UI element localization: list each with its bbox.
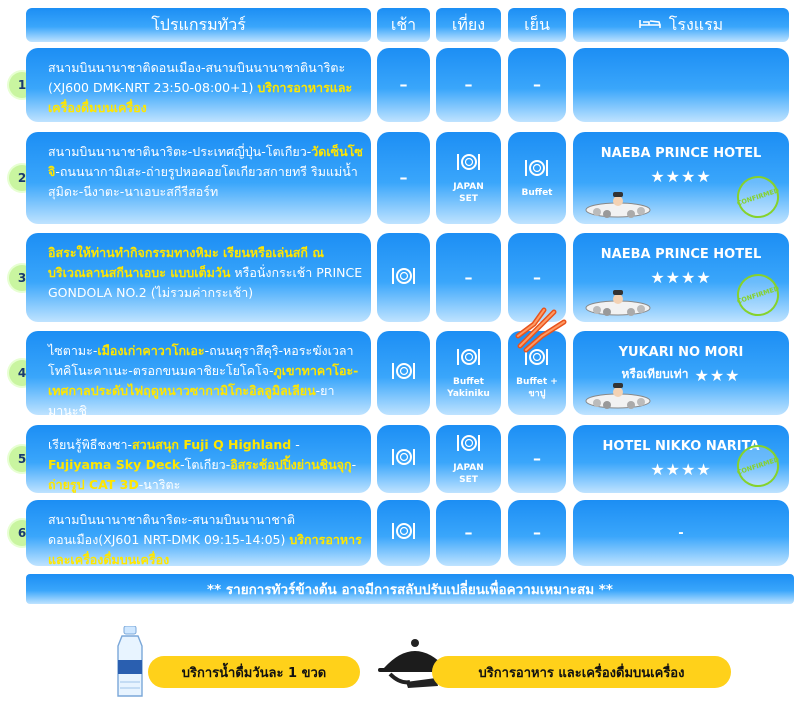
program-text: - (291, 437, 300, 452)
meal-label: Buffet (521, 188, 553, 198)
day-number: 5 (9, 446, 35, 472)
breakfast-cell (377, 48, 430, 122)
program-text: -นาริตะ (138, 477, 181, 492)
dinner-cell (508, 132, 566, 224)
program-highlight: ภูเขาทาคาโอะ-เทศกาลประดับไฟฤดูหนาวซากามิโกะอิลลูมิลเลียน (48, 363, 359, 398)
program-text: สนามบินนานาชาตินาริตะ-สนามบินนานาชาติดอนเมือง(XJ601 NRT-DMK 09:15-14:05) (48, 512, 295, 547)
hotel-cell (573, 233, 789, 322)
meal-dash: – (464, 75, 473, 94)
hotel-equivalent: หรือเทียบเท่า (621, 367, 689, 381)
water-badge (148, 656, 360, 688)
lunch-cell (436, 233, 501, 322)
bed-icon (639, 17, 661, 33)
program-text: -ถนนคุราสึคุริ-หอระฆังเวลาโทคิโนะคาเนะ-ตรอกขนมคาชิยะโยโคโจ- (48, 343, 354, 378)
hotel-rating (650, 458, 711, 479)
lunch-cell (436, 331, 501, 415)
meal-label: Buffet Yakiniku (447, 377, 490, 399)
header-dinner-label: เย็น (524, 14, 550, 34)
header-hotel-label: โรงแรม (668, 14, 724, 34)
breakfast-cell (377, 425, 430, 493)
hotel-name: HOTEL NIKKO NARITA (602, 439, 760, 454)
hotel-rating (650, 165, 711, 186)
meal-dash: – (464, 523, 473, 542)
dinner-cell (508, 48, 566, 122)
hotel-cell (573, 48, 789, 122)
footer-note-text: ** รายการทัวร์ข้างต้น อาจมีการสลับปรับเปลี่ยนเพื่อความเหมาะสม ** (207, 582, 613, 598)
water-badge-label: บริการน้ำดื่มวันละ 1 ขวด (181, 665, 327, 681)
hotel-cell (573, 425, 789, 493)
day-number: 2 (9, 165, 35, 191)
program-highlight: เมืองเก่าคาวาโกเอะ (97, 343, 205, 358)
header-hotel (573, 8, 789, 42)
breakfast-cell (377, 500, 430, 566)
dinner-cell (508, 500, 566, 566)
crab-leg-icon (514, 306, 570, 358)
meal-dash: – (533, 267, 541, 287)
onsen-bath-icon (585, 192, 651, 218)
program-text: -ยามานะชิ (48, 383, 335, 418)
plate-icon (391, 360, 417, 386)
program-highlight: อิสระให้ท่านทำกิจกรรมทางหิมะ เรียนหรือเล่นสกี ณ บริเวณลานสกีนาเอบะ แบบเต็มวัน (48, 245, 324, 280)
program-text: เรียนรู้พิธีชงชา- (48, 437, 133, 452)
day-program (26, 500, 371, 566)
header-lunch-label: เที่ยง (451, 14, 486, 34)
day-number: 3 (9, 265, 35, 291)
plate-icon (391, 446, 417, 472)
hotel-name: YUKARI NO MORI (618, 345, 744, 360)
header-program-label: โปรแกรมทัวร์ (151, 14, 246, 34)
plate-icon (524, 157, 550, 183)
program-highlight: บริการอาหารและเครื่องดื่มบนเครื่อง (48, 532, 362, 567)
meal-label: JAPAN SET (453, 463, 484, 485)
meal-label: Buffet + ขาปู (516, 377, 558, 399)
day-program (26, 233, 371, 322)
day-number: 1 (9, 72, 35, 98)
program-text: สนามบินนานาชาติดอนเมือง-สนามบินนานาชาตินาริตะ (XJ600 DMK-NRT 23:50-08:00+1) (48, 60, 346, 95)
program-highlight: วัดเซ็นโซจิ (48, 144, 363, 179)
program-text: - (351, 457, 357, 472)
confirmed-stamp: CONFIRMED (732, 171, 785, 224)
hotel-name: NAEBA PRINCE HOTEL (600, 247, 762, 262)
program-text: -โตเกียว- (180, 457, 231, 472)
day-number: 4 (9, 360, 35, 386)
confirmed-stamp: CONFIRMED (732, 440, 785, 493)
header-lunch (436, 8, 501, 42)
header-breakfast-label: เช้า (390, 14, 417, 34)
confirmed-stamp: CONFIRMED (732, 269, 785, 322)
lunch-cell (436, 500, 501, 566)
plate-icon (391, 520, 417, 546)
program-highlight: อิสระช้อปปิ้งย่านชินจุกุ (230, 457, 352, 472)
day-program (26, 132, 371, 224)
star-rating-icon: ★★★★ (650, 460, 712, 479)
meal-badge-label: บริการอาหาร และเครื่องดื่มบนเครื่อง (478, 665, 685, 681)
breakfast-cell (377, 233, 430, 322)
meal-label: JAPAN SET (453, 182, 484, 204)
water-bottle-icon (112, 626, 148, 702)
lunch-cell (436, 132, 501, 224)
program-text: ไซตามะ- (48, 343, 98, 358)
day-program (26, 48, 371, 122)
onsen-bath-icon (585, 383, 651, 409)
lunch-cell (436, 425, 501, 493)
meal-badge (432, 656, 731, 688)
program-highlight: Fujiyama Sky Deck (48, 457, 181, 472)
header-program (26, 8, 371, 42)
meal-dash: – (399, 168, 408, 187)
header-breakfast (377, 8, 430, 42)
program-text: -ถนนนากามิเสะ-ถ่ายรูปหอคอยโตเกียวสกายทรี ริมแม่น้ำสุมิดะ-นีงาตะ-นาเอบะสกีรีสอร์ท (48, 164, 358, 199)
breakfast-cell (377, 132, 430, 224)
hotel-name: - (678, 525, 684, 541)
hotel-cell (573, 132, 789, 224)
footer-note (26, 574, 794, 604)
program-text: สนามบินนานาชาตินาริตะ-ประเทศญี่ปุ่น-โตเกียว- (48, 144, 312, 159)
hotel-cell (573, 500, 789, 566)
dinner-cell (508, 425, 566, 493)
star-rating-icon: ★★★ (694, 366, 741, 385)
plate-icon (456, 432, 482, 458)
day-program (26, 331, 371, 418)
breakfast-cell (377, 331, 430, 415)
header-dinner (508, 8, 566, 42)
lunch-cell (436, 48, 501, 122)
program-highlight: บริการอาหารและเครื่องดื่มบนเครื่อง (48, 80, 353, 115)
day-number: 6 (9, 520, 35, 546)
day-program (26, 425, 371, 493)
meal-dash: – (533, 523, 541, 542)
hotel-cell (573, 331, 789, 415)
program-highlight: ถ่ายรูป CAT 3D (48, 477, 139, 492)
meal-dash: – (533, 449, 541, 468)
meal-dash: – (533, 75, 541, 94)
plate-icon (456, 346, 482, 372)
plate-icon (391, 265, 417, 291)
star-rating-icon: ★★★★ (650, 167, 712, 186)
onsen-bath-icon (585, 290, 651, 316)
meal-dash: – (464, 267, 473, 287)
meal-dash: – (399, 75, 408, 94)
star-rating-icon: ★★★★ (650, 268, 712, 287)
hotel-rating (650, 266, 711, 287)
plate-icon (456, 151, 482, 177)
hotel-name: NAEBA PRINCE HOTEL (600, 146, 762, 161)
program-highlight: สวนสนุก Fuji Q Highland (132, 437, 292, 452)
hotel-rating (621, 364, 740, 385)
program-text: หรือนั่งกระเช้า PRINCE GONDOLA NO.2 (ไม่รวมค่ากระเช้า) (48, 265, 363, 300)
